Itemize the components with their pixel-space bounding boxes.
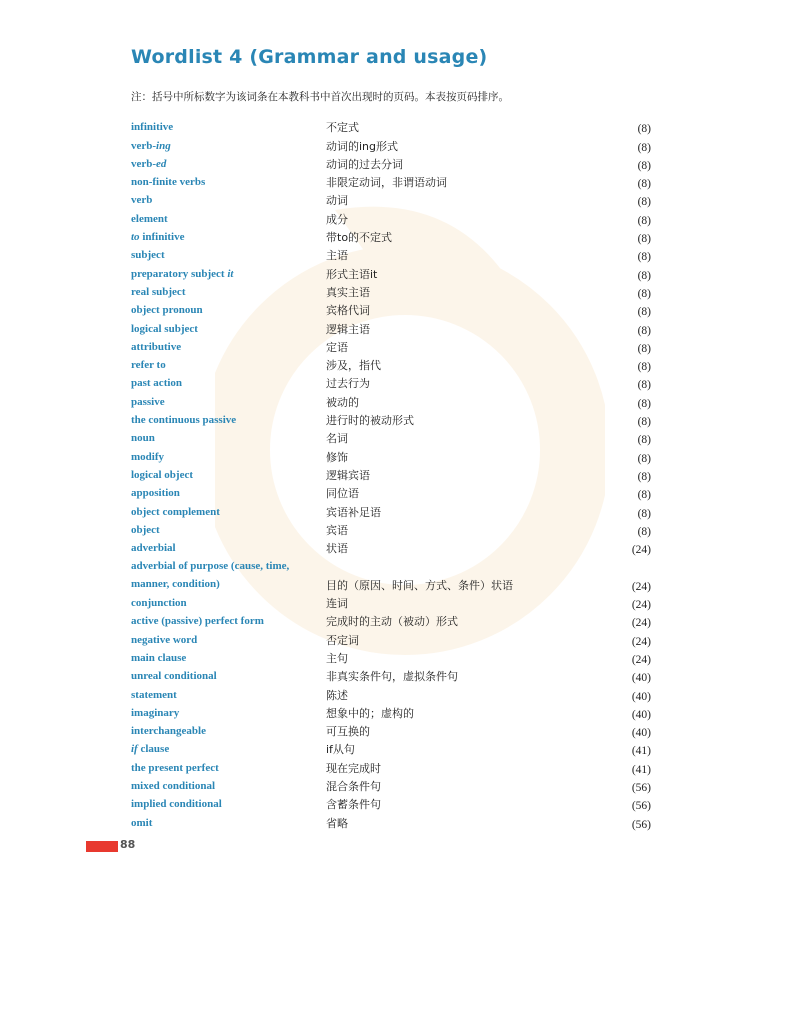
term-page-ref: (24) [631,653,651,666]
term-english-line: manner, condition) [131,578,220,591]
wordlist-row [131,340,651,358]
wordlist-row [131,376,651,394]
wordlist-row [131,742,651,760]
term-page-ref: (24) [631,544,651,557]
term-english: statement [131,688,177,701]
term-english: object complement [131,505,220,518]
term-chinese: 混合条件句 [326,779,381,793]
term-page-ref: (8) [637,214,651,227]
term-english: attributive [131,340,182,353]
term-chinese: 目的（原因、时间、方式、条件）状语 [326,578,513,592]
wordlist-row [131,449,651,467]
term-page-ref: (8) [637,324,651,337]
term-english: implied conditional [131,798,222,811]
term-chinese: 不定式 [326,121,359,135]
term-page-ref: (8) [637,470,651,483]
term-english: logical object [131,468,194,481]
wordlist-row [131,596,651,614]
term-page-ref: (24) [631,599,651,612]
term-english: adverbial [131,542,176,555]
wordlist-row [131,797,651,815]
term-page-ref: (8) [637,416,651,429]
wordlist-row [131,632,651,650]
wordlist-row [131,211,651,229]
term-chinese: 逻辑主语 [326,322,370,336]
term-english: active (passive) perfect form [131,615,264,628]
term-english: verb-ed [131,157,167,170]
wordlist-row [131,358,651,376]
term-page-ref: (8) [637,342,651,355]
term-page-ref: (40) [631,727,651,740]
term-page-ref: (8) [637,452,651,465]
term-chinese: 主语 [326,249,348,263]
term-page-ref: (40) [631,690,651,703]
wordlist-row [131,669,651,687]
term-english: object [131,523,160,536]
term-chinese: 宾语 [326,523,348,537]
term-page-ref: (8) [637,287,651,300]
term-page-ref: (8) [637,196,651,209]
term-page-ref: (56) [631,781,651,794]
term-english: mixed conditional [131,779,216,792]
term-english: non-finite verbs [131,176,206,189]
wordlist-row [131,651,651,669]
term-chinese: 非真实条件句，虚拟条件句 [326,670,458,684]
wordlist-row [131,394,651,412]
term-chinese: 宾语补足语 [326,505,381,519]
wordlist-row [131,303,651,321]
term-chinese: 想象中的；虚构的 [326,706,414,720]
wordlist-row [131,266,651,284]
term-chinese: 宾格代词 [326,304,370,318]
wordlist-row [131,285,651,303]
term-english: to infinitive [131,231,185,244]
term-page-ref: (8) [637,251,651,264]
term-chinese: 主句 [326,651,348,665]
term-page-ref: (24) [631,635,651,648]
term-chinese: 陈述 [326,688,348,702]
term-english: apposition [131,487,180,500]
term-page-ref: (8) [637,269,651,282]
term-page-ref: (8) [637,489,651,502]
term-chinese: 名词 [326,432,348,446]
term-english: subject [131,249,165,262]
term-chinese: 现在完成时 [326,761,381,775]
term-english: infinitive [131,121,174,134]
term-page-ref: (41) [631,763,651,776]
term-english: passive [131,395,165,408]
wordlist-row [131,724,651,742]
term-english: verb-ing [131,139,171,152]
term-chinese: 定语 [326,340,348,354]
term-chinese: 动词的ing形式 [326,139,399,153]
term-chinese: 涉及，指代 [326,359,381,373]
term-page-ref: (8) [637,525,651,538]
term-page-ref: (56) [631,818,651,831]
wordlist-row [131,760,651,778]
term-page-ref: (8) [637,507,651,520]
term-page-ref: (41) [631,745,651,758]
term-chinese: 省略 [326,816,348,830]
term-english: element [131,212,168,225]
wordlist-row [131,504,651,522]
term-english: the present perfect [131,761,219,774]
term-chinese: 动词 [326,194,348,208]
term-chinese: 连词 [326,597,348,611]
term-chinese: 形式主语it [326,267,378,281]
page-number-bar [86,841,118,852]
term-english: the continuous passive [131,414,237,427]
term-chinese: 含蓄条件句 [326,798,381,812]
term-chinese: 同位语 [326,487,359,501]
term-page-ref: (8) [637,123,651,136]
term-page-ref: (24) [631,617,651,630]
term-page-ref: (8) [637,434,651,447]
term-english: refer to [131,359,166,372]
term-english: real subject [131,285,186,298]
wordlist-row [131,175,651,193]
page-number: 88 [120,838,136,851]
term-chinese: 动词的过去分词 [326,157,403,171]
wordlist-row [131,193,651,211]
wordlist-row [131,559,651,596]
term-english: unreal conditional [131,670,217,683]
term-english: main clause [131,651,187,664]
term-page-ref: (8) [637,141,651,154]
term-english-line: adverbial of purpose (cause, time, [131,560,290,573]
term-page-ref: (40) [631,708,651,721]
wordlist-row [131,230,651,248]
term-chinese: 进行时的被动形式 [326,414,414,428]
term-english: logical subject [131,322,198,335]
term-page-ref: (40) [631,672,651,685]
term-english: conjunction [131,597,187,610]
wordlist-row [131,413,651,431]
wordlist-row [131,321,651,339]
wordlist-row [131,468,651,486]
wordlist-row [131,248,651,266]
term-page-ref: (56) [631,800,651,813]
wordlist-row [131,138,651,156]
wordlist-row [131,486,651,504]
term-english: noun [131,432,155,445]
term-english: negative word [131,633,198,646]
term-page-ref: (8) [637,159,651,172]
term-page-ref: (8) [637,361,651,374]
wordlist-row [131,614,651,632]
term-chinese: 否定词 [326,633,359,647]
wordlist-row [131,523,651,541]
term-chinese: 非限定动词，非谓语动词 [326,176,447,190]
term-english: modify [131,450,164,463]
term-chinese: 过去行为 [326,377,370,391]
term-english: if clause [131,743,170,756]
wordlist-row [131,157,651,175]
term-english: object pronoun [131,304,203,317]
term-chinese: 被动的 [326,395,359,409]
term-chinese: 真实主语 [326,285,370,299]
wordlist [131,120,651,834]
term-english: interchangeable [131,725,206,738]
term-page-ref: (8) [637,397,651,410]
term-chinese: 修饰 [326,450,348,464]
term-chinese: 带to的不定式 [326,231,393,245]
wordlist-row [131,706,651,724]
term-chinese: 状语 [326,542,348,556]
instruction-note: 注：括号中所标数字为该词条在本教科书中首次出现时的页码。本表按页码排序。 [131,91,509,103]
term-page-ref: (8) [637,379,651,392]
wordlist-row [131,120,651,138]
term-english: omit [131,816,153,829]
term-english: past action [131,377,183,390]
term-chinese: if从句 [326,743,355,757]
term-english [131,557,316,594]
wordlist-row [131,779,651,797]
term-chinese: 逻辑宾语 [326,468,370,482]
wordlist-row [131,431,651,449]
term-chinese: 可互换的 [326,725,370,739]
term-page-ref: (8) [637,233,651,246]
term-english: preparatory subject it [131,267,234,280]
term-page-ref: (8) [637,178,651,191]
wordlist-row [131,687,651,705]
term-english: imaginary [131,706,180,719]
term-page-ref: (24) [631,580,651,593]
wordlist-row [131,815,651,833]
term-page-ref: (8) [637,306,651,319]
term-chinese: 成分 [326,212,348,226]
page-title: Wordlist 4 (Grammar and usage) [131,46,488,68]
term-english: verb [131,194,153,207]
term-chinese: 完成时的主动（被动）形式 [326,615,458,629]
